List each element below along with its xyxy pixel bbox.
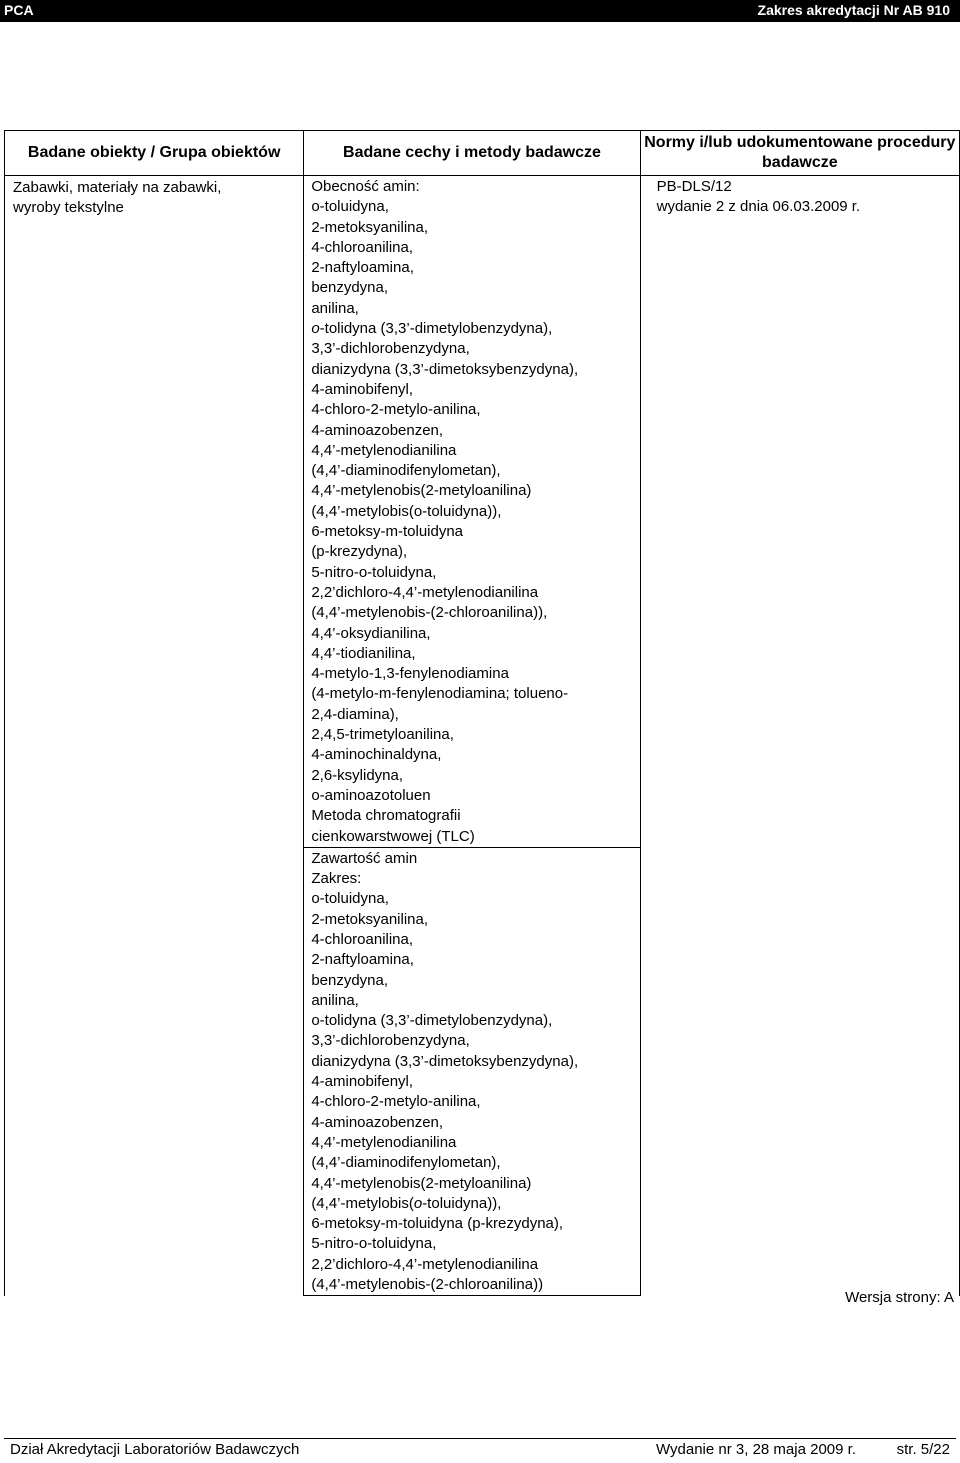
method-line: 2,6-ksylidyna,: [311, 766, 404, 784]
method-line: 5-nitro-o-toluidyna,: [311, 563, 437, 581]
method-line: 3,3’-dichlorobenzydyna,: [311, 1032, 470, 1050]
method-line: 2-metoksyanilina,: [311, 910, 429, 928]
method-line: 2,2’dichloro-4,4’-metylenodianilina: [311, 1255, 539, 1273]
objects-cell: [5, 176, 304, 1296]
method-line: (4,4’-metylobis(o-toluidyna)),: [311, 502, 502, 520]
header-norms: Normy i/lub udokumentowane procedury badawcze: [640, 131, 959, 176]
object-line: Zabawki, materiały na zabawki,: [13, 179, 222, 196]
method-line: 2-metoksyanilina,: [311, 218, 429, 236]
method-line: anilina,: [311, 299, 359, 317]
method-line: 2-naftyloamina,: [311, 951, 414, 969]
method-line: 4,4’-oksydianilina,: [311, 624, 431, 642]
method-line: 4-chloroanilina,: [311, 930, 414, 948]
table-header-row: [5, 131, 960, 176]
method-line: benzydyna,: [311, 279, 389, 297]
method-line: Zawartość amin: [311, 849, 418, 867]
footer-department: Dział Akredytacji Laboratoriów Badawczych: [10, 1441, 300, 1458]
objects-text: [5, 176, 303, 219]
methods-cell-1: [304, 176, 640, 848]
method-line: o-toluidyna,: [311, 198, 389, 216]
method-line: 6-metoksy-m-toluidyna: [311, 523, 464, 541]
footer-page-number: str. 5/22: [896, 1441, 950, 1458]
method-line: Metoda chromatografii: [311, 807, 461, 825]
method-line: 4-chloro-2-metylo-anilina,: [311, 401, 481, 419]
header-objects: Badane obiekty / Grupa obiektów: [5, 131, 304, 176]
method-line: o-aminoazotoluen: [311, 786, 431, 804]
method-line: o-toluidyna,: [311, 890, 389, 908]
method-line: 3,3’-dichlorobenzydyna,: [311, 340, 470, 358]
method-line: 4,4’-metylenobis(2-metyloanilina): [311, 1174, 532, 1192]
method-line: (4-metylo-m-fenylenodiamina; tolueno-: [311, 685, 569, 703]
method-line: 4,4’-tiodianilina,: [311, 644, 416, 662]
method-line: (4,4’-metylenobis-(2-chloroanilina)): [311, 1276, 544, 1294]
method-line: 6-metoksy-m-toluidyna (p-krezydyna),: [311, 1215, 564, 1233]
header-org: PCA: [4, 2, 34, 18]
method-line: o-tolidyna (3,3’-dimetylobenzydyna),: [311, 1012, 553, 1030]
page-header: [0, 0, 960, 22]
method-line: 4-aminobifenyl,: [311, 1073, 414, 1091]
method-line: benzydyna,: [311, 971, 389, 989]
header-methods: Badane cechy i metody badawcze: [304, 131, 640, 176]
method-line: 4-chloro-2-metylo-anilina,: [311, 1093, 481, 1111]
method-line: 2,4-diamina),: [311, 705, 399, 723]
method-line: Obecność amin:: [311, 178, 420, 195]
method-line: 4-aminoazobenzen,: [311, 421, 444, 439]
method-line: Zakres:: [311, 870, 362, 888]
norm-code: PB-DLS/12: [656, 178, 732, 195]
table-row: [5, 176, 960, 848]
norms-text: [641, 176, 959, 218]
version-note: Wersja strony: A: [845, 1289, 954, 1306]
method-line: 4-aminochinaldyna,: [311, 746, 442, 764]
header-title: Zakres akredytacji Nr AB 910: [757, 2, 950, 18]
norms-cell: [640, 176, 959, 1296]
method-line: 4-chloroanilina,: [311, 238, 414, 256]
methods-cell-2: [304, 847, 640, 1296]
method-line: dianizydyna (3,3’-dimetoksybenzydyna),: [311, 360, 579, 378]
method-line: 4-metylo-1,3-fenylenodiamina: [311, 665, 509, 683]
footer-divider: [4, 1438, 956, 1439]
method-line: cienkowarstwowej (TLC): [311, 827, 475, 845]
method-line: (4,4’-diaminodifenylometan),: [311, 1154, 501, 1172]
method-line: 4-aminoazobenzen,: [311, 1113, 444, 1131]
method-line: 4,4’-metylenodianilina: [311, 1133, 457, 1151]
method-line: 5-nitro-o-toluidyna,: [311, 1235, 437, 1253]
accreditation-table: [4, 130, 960, 1296]
footer-edition: Wydanie nr 3, 28 maja 2009 r.: [656, 1441, 856, 1458]
object-line: wyroby tekstylne: [13, 199, 124, 217]
method-line: dianizydyna (3,3’-dimetoksybenzydyna),: [311, 1052, 579, 1070]
method-line: (4,4’-metylenobis-(2-chloroanilina)),: [311, 604, 548, 622]
method-line: anilina,: [311, 991, 359, 1009]
method-line: 4-aminobifenyl,: [311, 380, 414, 398]
method-line: (p-krezydyna),: [311, 543, 408, 561]
method-line: 2,2’dichloro-4,4’-metylenodianilina: [311, 583, 539, 601]
method-line: (4,4’-metylobis(o-toluidyna)),: [311, 1194, 502, 1212]
method-line: 2,4,5-trimetyloanilina,: [311, 726, 454, 744]
norm-edition: wydanie 2 z dnia 06.03.2009 r.: [656, 198, 861, 216]
methods-list-1: [304, 176, 639, 847]
method-line: 4,4’-metylenodianilina: [311, 441, 457, 459]
methods-list-2: [304, 848, 639, 1296]
method-line: 2-naftyloamina,: [311, 259, 414, 277]
method-line: (4,4’-diaminodifenylometan),: [311, 462, 501, 480]
method-line: o-tolidyna (3,3’-dimetylobenzydyna),: [311, 320, 553, 338]
method-line: 4,4’-metylenobis(2-metyloanilina): [311, 482, 532, 500]
